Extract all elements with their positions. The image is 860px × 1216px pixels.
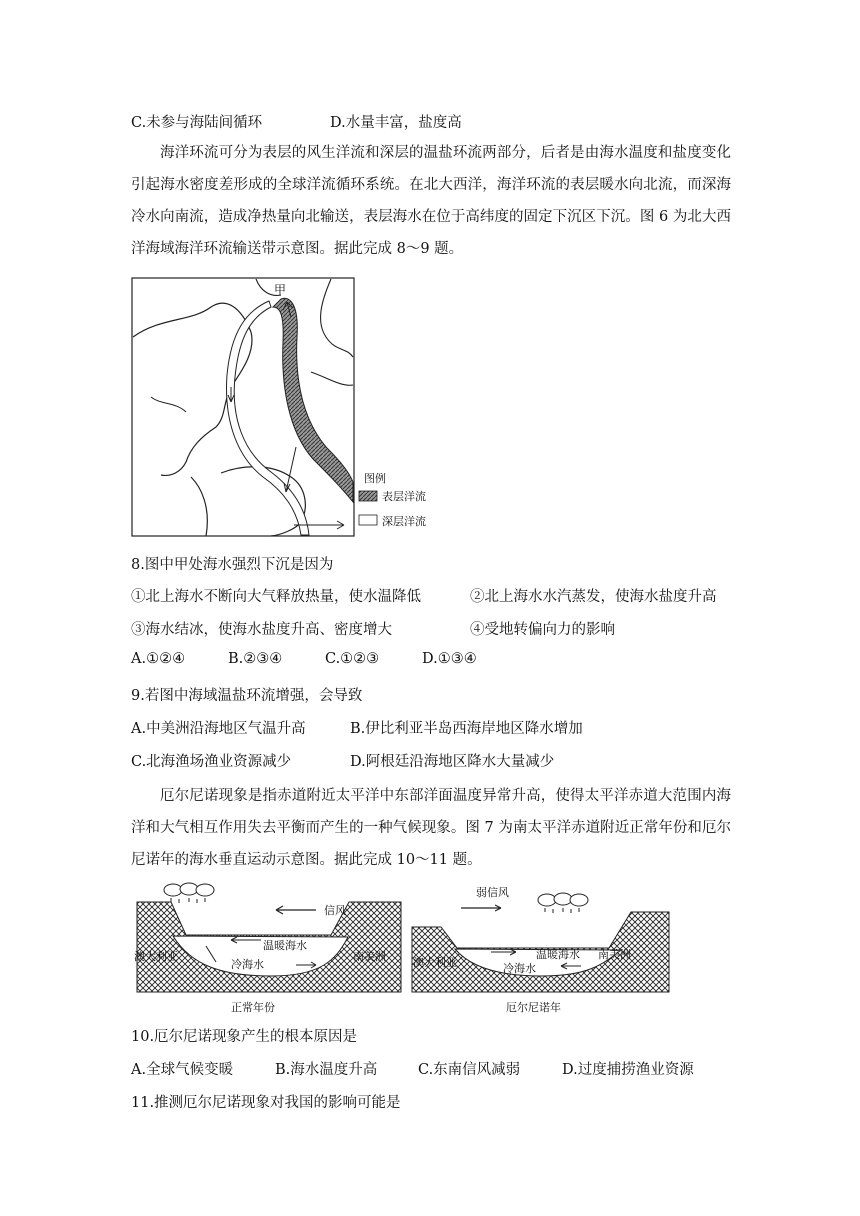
legend-surface-swatch <box>359 491 377 501</box>
normal-wind-arrow <box>276 906 316 914</box>
elnino-clouds <box>538 893 588 913</box>
q8-statement-3: ③海水结冰，使海水盐度升高、密度增大 <box>131 622 392 638</box>
q9-option-c: C.北海渔场渔业资源减少 <box>131 754 292 770</box>
normal-caption: 正常年份 <box>231 1001 275 1014</box>
q8-option-c: C.①②③ <box>325 651 380 667</box>
q9-option-b: B.伊比利亚半岛西海岸地区降水增加 <box>350 721 583 737</box>
q8-statement-1: ①北上海水不断向大气释放热量，使水温降低 <box>131 589 421 605</box>
elnino-warm-label: 温暖海水 <box>536 948 580 961</box>
q10-option-b: B.海水温度升高 <box>275 1062 378 1078</box>
elnino-south-america-label: 南美洲 <box>598 948 631 961</box>
q8-statement-2: ②北上海水水汽蒸发，使海水盐度升高 <box>470 589 717 605</box>
elnino-cold-label: 冷海水 <box>503 962 536 975</box>
q8-statement-4: ④受地转偏向力的影响 <box>470 622 615 638</box>
figure-6-map <box>131 277 476 543</box>
legend-deep-swatch <box>359 515 377 525</box>
normal-warm-label: 温暖海水 <box>263 939 307 952</box>
q10-option-a: A.全球气候变暖 <box>131 1062 234 1078</box>
elnino-caption: 厄尔尼诺年 <box>506 1001 561 1014</box>
panel-el-nino-year <box>412 885 669 1014</box>
q7-option-c: C.未参与海陆间循环 <box>131 115 263 131</box>
q9-option-d: D.阿根廷沿海地区降水大量减少 <box>350 754 555 770</box>
normal-clouds <box>164 883 214 903</box>
normal-australia-label: 澳大利亚 <box>134 950 178 963</box>
q8-option-d: D.①③④ <box>422 651 477 667</box>
legend-surface-label: 表层洋流 <box>382 490 426 503</box>
q11-stem: 11.推测厄尔尼诺现象对我国的影响可能是 <box>131 1095 401 1111</box>
normal-south-america-label: 南美洲 <box>353 950 386 963</box>
passage-thermohaline: 海洋环流可分为表层的风生洋流和深层的温盐环流两部分，后者是由海水温度和盐度变化引起海水密度差形成的全球洋流循环系统。在北大西洋，海洋环流的表层暖水向北流，而深海冷水向南流，造成净热量向北输送，表层海水在位于高纬度的固定下沉区下沉。图 6 为北大西洋海域海洋环流输送带示意图。据此完成 8～9 题。 <box>131 145 731 257</box>
q8-stem: 8.图中甲处海水强烈下沉是因为 <box>131 557 334 573</box>
elnino-wind-arrow <box>461 905 501 911</box>
passage-el-nino: 厄尔尼诺现象是指赤道附近太平洋中东部洋面温度异常升高，使得太平洋赤道大范围内海洋和大气相互作用失去平衡而产生的一种气候现象。图 7 为南太平洋赤道附近正常年份和厄尔尼诺年的海水垂直运动示意图。据此完成 10～11 题。 <box>131 788 731 868</box>
q7-option-d: D.水量丰富，盐度高 <box>330 115 462 131</box>
figure-7-diagram <box>131 880 731 1024</box>
legend-title: 图例 <box>364 472 386 485</box>
q8-option-a: A.①②④ <box>131 651 186 667</box>
normal-cold-label: 冷海水 <box>231 958 264 971</box>
q10-option-d: D.过度捕捞渔业资源 <box>562 1062 694 1078</box>
legend-deep-label: 深层洋流 <box>382 515 426 528</box>
elnino-wind-label: 弱信风 <box>476 886 509 899</box>
q8-option-b: B.②③④ <box>228 651 283 667</box>
q9-stem: 9.若图中海域温盐环流增强，会导致 <box>131 688 363 704</box>
q9-option-a: A.中美洲沿海地区气温升高 <box>131 721 306 737</box>
q10-option-c: C.东南信风减弱 <box>418 1062 521 1078</box>
label-jia: 甲 <box>274 283 287 297</box>
q10-stem: 10.厄尔尼诺现象产生的根本原因是 <box>131 1029 358 1045</box>
elnino-australia-label: 澳大利亚 <box>413 956 457 969</box>
normal-wind-label: 信风 <box>324 904 346 917</box>
panel-normal-year <box>134 883 401 1014</box>
